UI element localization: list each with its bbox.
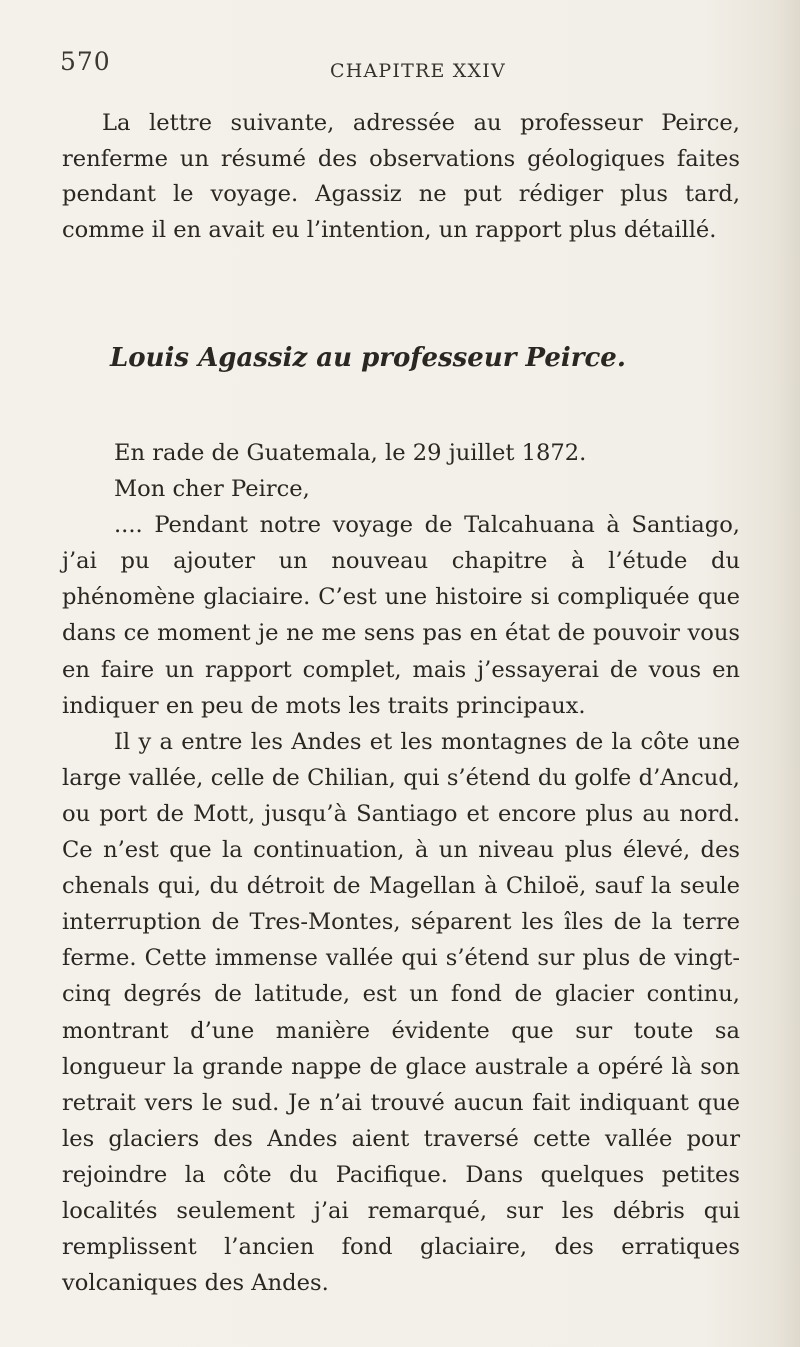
page-number: 570: [60, 47, 111, 76]
letter-paragraph: Il y a entre les Andes et les montagnes de la côte une large vallée, celle de Chilian, qui s’étend du golfe d’Ancud, ou port de Mott, jusqu’à Santiago et encore plus au nord. Ce n’est que la continuation, à un niveau plus élevé, des chenals qui, du détroit de Magellan à Chiloë, sauf la seule interruption de Tres-Montes, séparent les îles de la terre ferme. Cette immense vallée qui s’étend sur plus de vingt-cinq degrés de latitude, est un fond de glacier continu, montrant d’une manière évidente que sur toute sa longueur la grande nappe de glace australe a opéré là son retrait vers le sud. Je n’ai trouvé aucun fait indiquant que les glaciers des Andes aient traversé cette vallée pour rejoindre la côte du Pacifique. Dans quelques petites localités seulement j’ai remarqué, sur les débris qui remplissent l’ancien fond glaciaire, des erratiques volcaniques des Andes.: [62, 728, 740, 1297]
running-head: CHAPITRE XXIV: [330, 60, 506, 82]
letter-paragraph: .... Pendant notre voyage de Talcahuana à Santiago, j’ai pu ajouter un nouveau chapitre à l’étude du phénomène glaciaire. C’est une histoire si compliquée que dans ce moment je ne me sens pas en état de pouvoir vous en faire un rapport complet, mais j’essayerai de vous en indiquer en peu de mots les traits principaux.: [62, 512, 740, 719]
letter-salutation: Mon cher Peirce,: [114, 476, 310, 503]
letter-body: [62, 435, 740, 1301]
letter-heading: Louis Agassiz au professeur Peirce.: [110, 343, 626, 373]
letter-dateline: En rade de Guatemala, le 29 juillet 1872.: [114, 440, 587, 466]
intro-paragraph: La lettre suivante, adressée au professeur Peirce, renferme un résumé des observations géologiques faites pendant le voyage. Agassiz ne put rédiger plus tard, comme il en avait eu l’intention, un rapport plus détaillé.: [62, 110, 740, 244]
